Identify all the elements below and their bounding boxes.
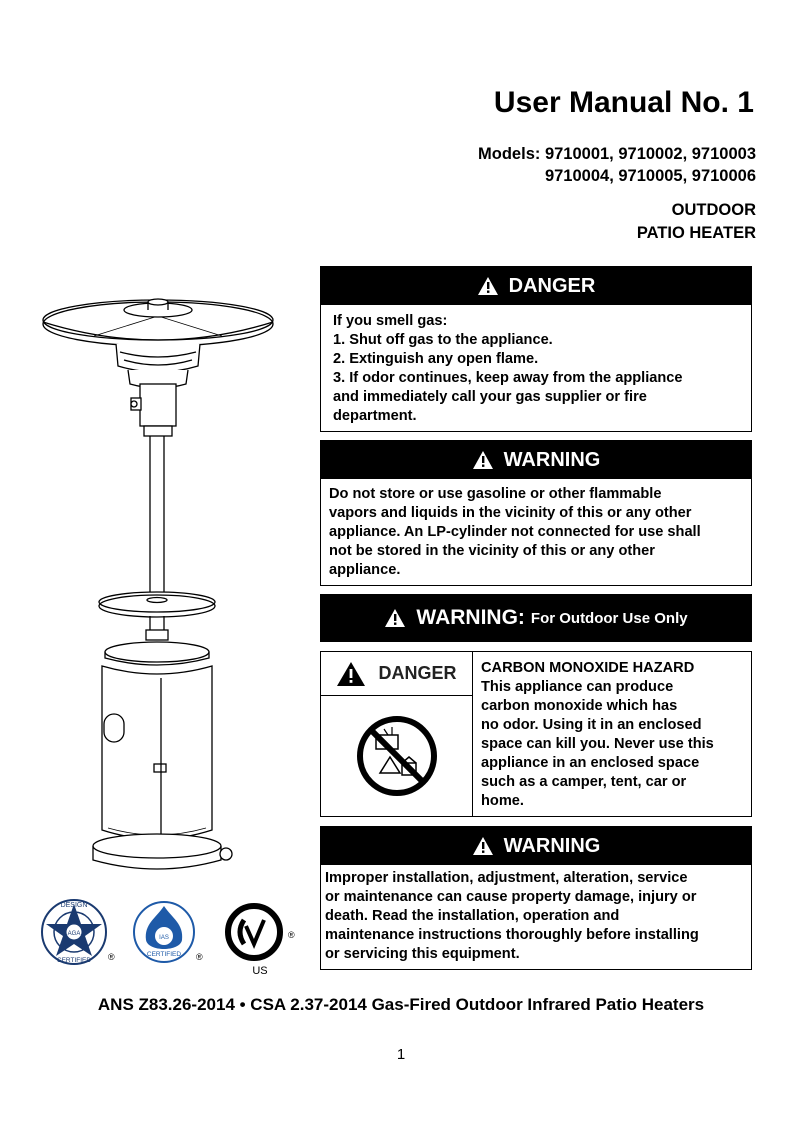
warning-outdoor-heading: WARNING:: [416, 606, 525, 629]
text-line: 3. If odor continues, keep away from the appliance: [333, 370, 683, 386]
flame-center-text: IAS: [159, 935, 169, 941]
text-line: appliance.: [329, 562, 401, 578]
warning-storage-text: [321, 479, 751, 580]
warning-triangle-icon: [472, 836, 494, 856]
design-certified-logo: [42, 900, 115, 964]
warning-install-heading: WARNING: [503, 834, 601, 857]
model-numbers: [478, 143, 756, 187]
registered-mark-1: ®: [108, 952, 115, 962]
warning-install-box: [320, 826, 752, 970]
co-hazard-text: [481, 659, 749, 811]
co-hazard-box: [320, 651, 752, 817]
text-line: space can kill you. Never use this: [481, 736, 714, 752]
registered-mark-3: ®: [288, 930, 295, 940]
flame-certified-logo: [134, 902, 203, 962]
design-text: DESIGN: [60, 902, 88, 909]
warning-storage-heading: WARNING: [503, 448, 601, 471]
co-danger-label-cell: [321, 652, 473, 696]
manual-title: User Manual No. 1: [493, 86, 754, 119]
warning-triangle-icon: [472, 450, 494, 470]
text-line: department.: [333, 408, 417, 424]
standards-footer: ANS Z83.26-2014 • CSA 2.37-2014 Gas-Fired Outdoor Infrared Patio Heaters: [97, 995, 705, 1014]
warning-triangle-icon: [477, 276, 499, 296]
danger-gas-heading: DANGER: [508, 274, 596, 297]
text-line: or servicing this equipment.: [325, 946, 520, 962]
flame-certified-text: CERTIFIED: [146, 951, 182, 958]
warning-storage-header: [321, 441, 751, 479]
text-line: death. Read the installation, operation and: [325, 908, 620, 924]
text-line: such as a camper, tent, car or: [481, 774, 687, 790]
text-line: or maintenance can cause property damage, injury or: [325, 889, 697, 905]
text-line: home.: [481, 793, 524, 809]
product-line-2: PATIO HEATER: [636, 224, 756, 242]
text-line: carbon monoxide which has: [481, 698, 678, 714]
warning-outdoor-bar: [320, 594, 752, 642]
patio-heater-illustration: [36, 280, 316, 880]
warning-install-text: [321, 865, 751, 964]
design-center-text: AGA: [67, 931, 81, 937]
text-line: vapors and liquids in the vicinity of this or any other: [329, 505, 692, 521]
text-line: This appliance can produce: [481, 679, 674, 695]
co-danger-label: DANGER: [378, 663, 457, 683]
warning-storage-box: [320, 440, 752, 586]
models-line-1: Models: 9710001, 9710002, 9710003: [478, 145, 756, 163]
text-line: Do not store or use gasoline or other flammable: [329, 486, 662, 502]
co-pictogram-cell: [321, 696, 473, 816]
certified-text: CERTIFIED: [56, 957, 92, 964]
no-enclosed-space-icon: [354, 713, 440, 799]
warning-triangle-icon: [384, 608, 406, 628]
csa-logo: [228, 906, 295, 977]
text-line: not be stored in the vicinity of this or any other: [329, 543, 655, 559]
product-line-1: OUTDOOR: [671, 201, 756, 219]
text-line: CARBON MONOXIDE HAZARD: [481, 660, 695, 676]
warning-outdoor-subheading: For Outdoor Use Only: [530, 609, 688, 627]
text-line: 1. Shut off gas to the appliance.: [333, 332, 553, 348]
danger-gas-box: [320, 266, 752, 432]
product-name: [637, 199, 756, 245]
csa-us-label: US: [252, 965, 268, 977]
models-line-2: 9710004, 9710005, 9710006: [544, 167, 756, 185]
text-line: appliance in an enclosed space: [481, 755, 700, 771]
danger-gas-text: [321, 305, 751, 426]
page-number: 1: [396, 1046, 406, 1063]
text-line: maintenance instructions thoroughly before installing: [325, 927, 699, 943]
registered-mark-2: ®: [196, 952, 203, 962]
text-line: If you smell gas:: [333, 313, 448, 329]
certification-logos: [36, 896, 296, 980]
text-line: Improper installation, adjustment, alteration, service: [325, 870, 688, 886]
text-line: no odor. Using it in an enclosed: [481, 717, 702, 733]
danger-triangle-icon: [336, 661, 366, 687]
text-line: and immediately call your gas supplier or fire: [333, 389, 647, 405]
warning-install-header: [321, 827, 751, 865]
text-line: 2. Extinguish any open flame.: [333, 351, 539, 367]
danger-gas-header: [321, 267, 751, 305]
text-line: appliance. An LP-cylinder not connected for use shall: [329, 524, 701, 540]
